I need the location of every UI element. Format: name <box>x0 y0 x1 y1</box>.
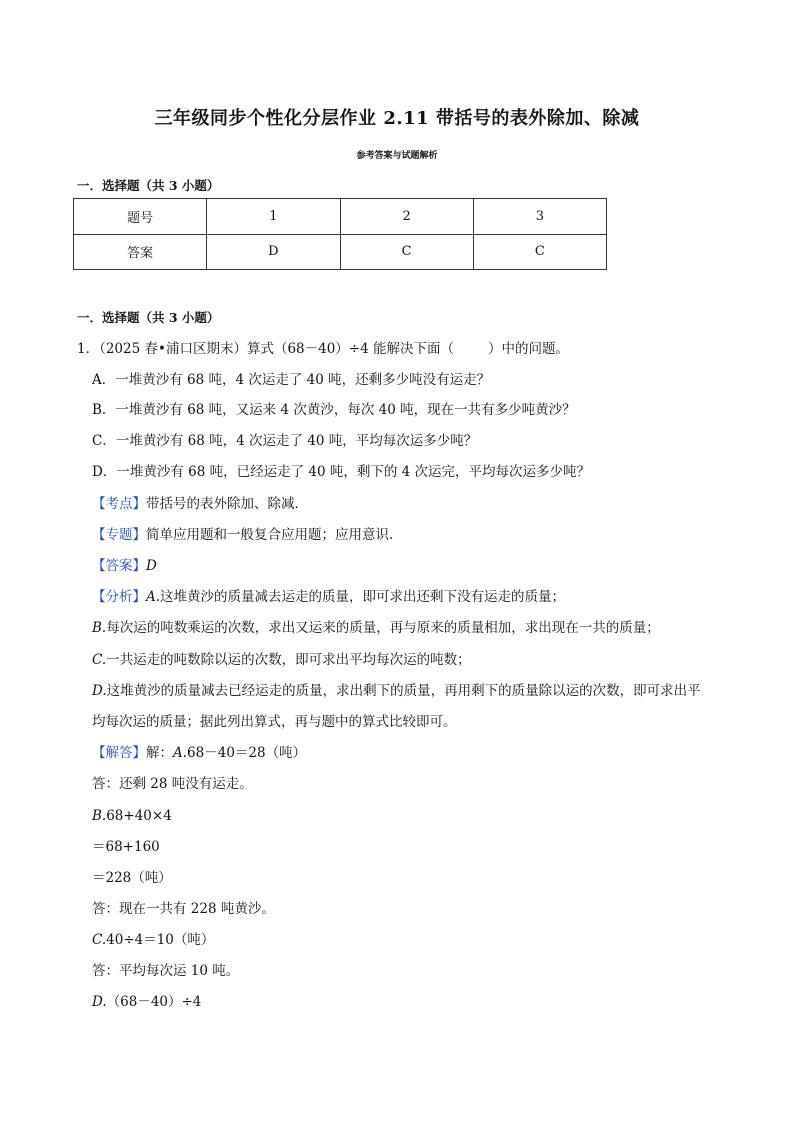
table-cell: 1 <box>207 199 340 235</box>
table-row <box>74 199 607 235</box>
document-subtitle: 参考答案与试题解析 <box>356 151 438 161</box>
answer-line <box>92 556 157 576</box>
zhuanti-text: 简单应用题和一般复合应用题；应用意识． <box>146 527 403 543</box>
solution-letter: A. <box>173 745 188 761</box>
question-stem <box>77 339 569 359</box>
analysis-line: 均每次运的质量；据此列出算式，再与题中的算式比较即可。 <box>92 714 457 730</box>
analysis-line <box>92 681 701 701</box>
solution-calc: 68－40＝28（吨） <box>187 745 307 761</box>
table-cell: 3 <box>473 199 606 235</box>
kaodian-text: 带括号的表外除加、除减． <box>146 496 308 512</box>
analysis-text: 一共运走的吨数除以运的次数，即可求出平均每次运的吨数； <box>106 652 471 668</box>
section-heading: 一．选择题（共 3 小题） <box>77 178 220 193</box>
answer-value: D <box>146 558 157 574</box>
table-cell: D <box>207 234 340 270</box>
analysis-letter: A. <box>146 589 161 605</box>
table-cell: C <box>340 234 473 270</box>
analysis-line <box>92 587 565 607</box>
solution-calc: 40÷4＝10（吨） <box>106 932 215 948</box>
table-cell: 题号 <box>74 199 207 235</box>
solution-prefix: 解： <box>146 745 173 761</box>
solution-line <box>92 992 201 1012</box>
solution-line <box>92 930 214 950</box>
table-cell: C <box>473 234 606 270</box>
solution-tag: 【解答】 <box>92 745 146 761</box>
analysis-line <box>92 650 471 670</box>
analysis-letter: B. <box>92 620 107 636</box>
kaodian-line <box>92 494 308 514</box>
solution-calc: 68+40×4 <box>106 808 172 824</box>
solution-line: ＝228（吨） <box>92 870 172 886</box>
table-cell: 答案 <box>74 234 207 270</box>
question-stem-text: （2025 春•浦口区期末）算式（68－40）÷4 能解决下面（ <box>99 341 455 357</box>
table-row <box>74 234 607 270</box>
option-b: B．一堆黄沙有 68 吨，又运来 4 次黄沙，每次 40 吨，现在一共有多少吨黄沙？ <box>92 402 576 418</box>
solution-calc: （68－40）÷4 <box>106 994 202 1010</box>
option-c: C．一堆黄沙有 68 吨，4 次运走了 40 吨，平均每次运多少吨？ <box>92 433 478 449</box>
solution-line <box>92 806 172 826</box>
option-a: A．一堆黄沙有 68 吨，4 次运走了 40 吨，还剩多少吨没有运走？ <box>92 372 491 388</box>
solution-line <box>92 743 306 763</box>
option-d: D．一堆黄沙有 68 吨，已经运走了 40 吨，剩下的 4 次运完，平均每次运多少吨？ <box>92 464 591 480</box>
solution-line: ＝68+160 <box>92 839 160 855</box>
analysis-text: 这堆黄沙的质量减去运走的质量，即可求出还剩下没有运走的质量； <box>160 589 566 605</box>
question-number: 1． <box>77 341 100 357</box>
section-heading: 一．选择题（共 3 小题） <box>77 310 220 325</box>
analysis-tag: 【分析】 <box>92 589 146 605</box>
analysis-letter: D. <box>92 683 107 699</box>
analysis-text: 每次运的吨数乘运的次数，求出又运来的质量，再与原来的质量相加，求出现在一共的质量； <box>106 620 660 636</box>
document-title: 三年级同步个性化分层作业 2.11 带括号的表外除加、除减 <box>154 108 640 129</box>
solution-letter: D. <box>92 994 107 1010</box>
kaodian-tag: 【考点】 <box>92 496 146 512</box>
analysis-letter: C. <box>92 652 107 668</box>
zhuanti-tag: 【专题】 <box>92 527 146 543</box>
solution-line: 答：还剩 28 吨没有运走。 <box>92 776 253 792</box>
solution-letter: B. <box>92 808 107 824</box>
solution-letter: C. <box>92 932 107 948</box>
analysis-text: 这堆黄沙的质量减去已经运走的质量，求出剩下的质量，再用剩下的质量除以运的次数，即可求出平 <box>106 683 701 699</box>
answer-table <box>73 198 607 270</box>
analysis-line <box>92 618 660 638</box>
question-stem-text: ）中的问题。 <box>488 341 570 357</box>
table-cell: 2 <box>340 199 473 235</box>
answer-tag: 【答案】 <box>92 558 146 574</box>
zhuanti-line <box>92 525 403 545</box>
solution-line: 答：平均每次运 10 吨。 <box>92 963 240 979</box>
solution-line: 答：现在一共有 228 吨黄沙。 <box>92 901 275 917</box>
